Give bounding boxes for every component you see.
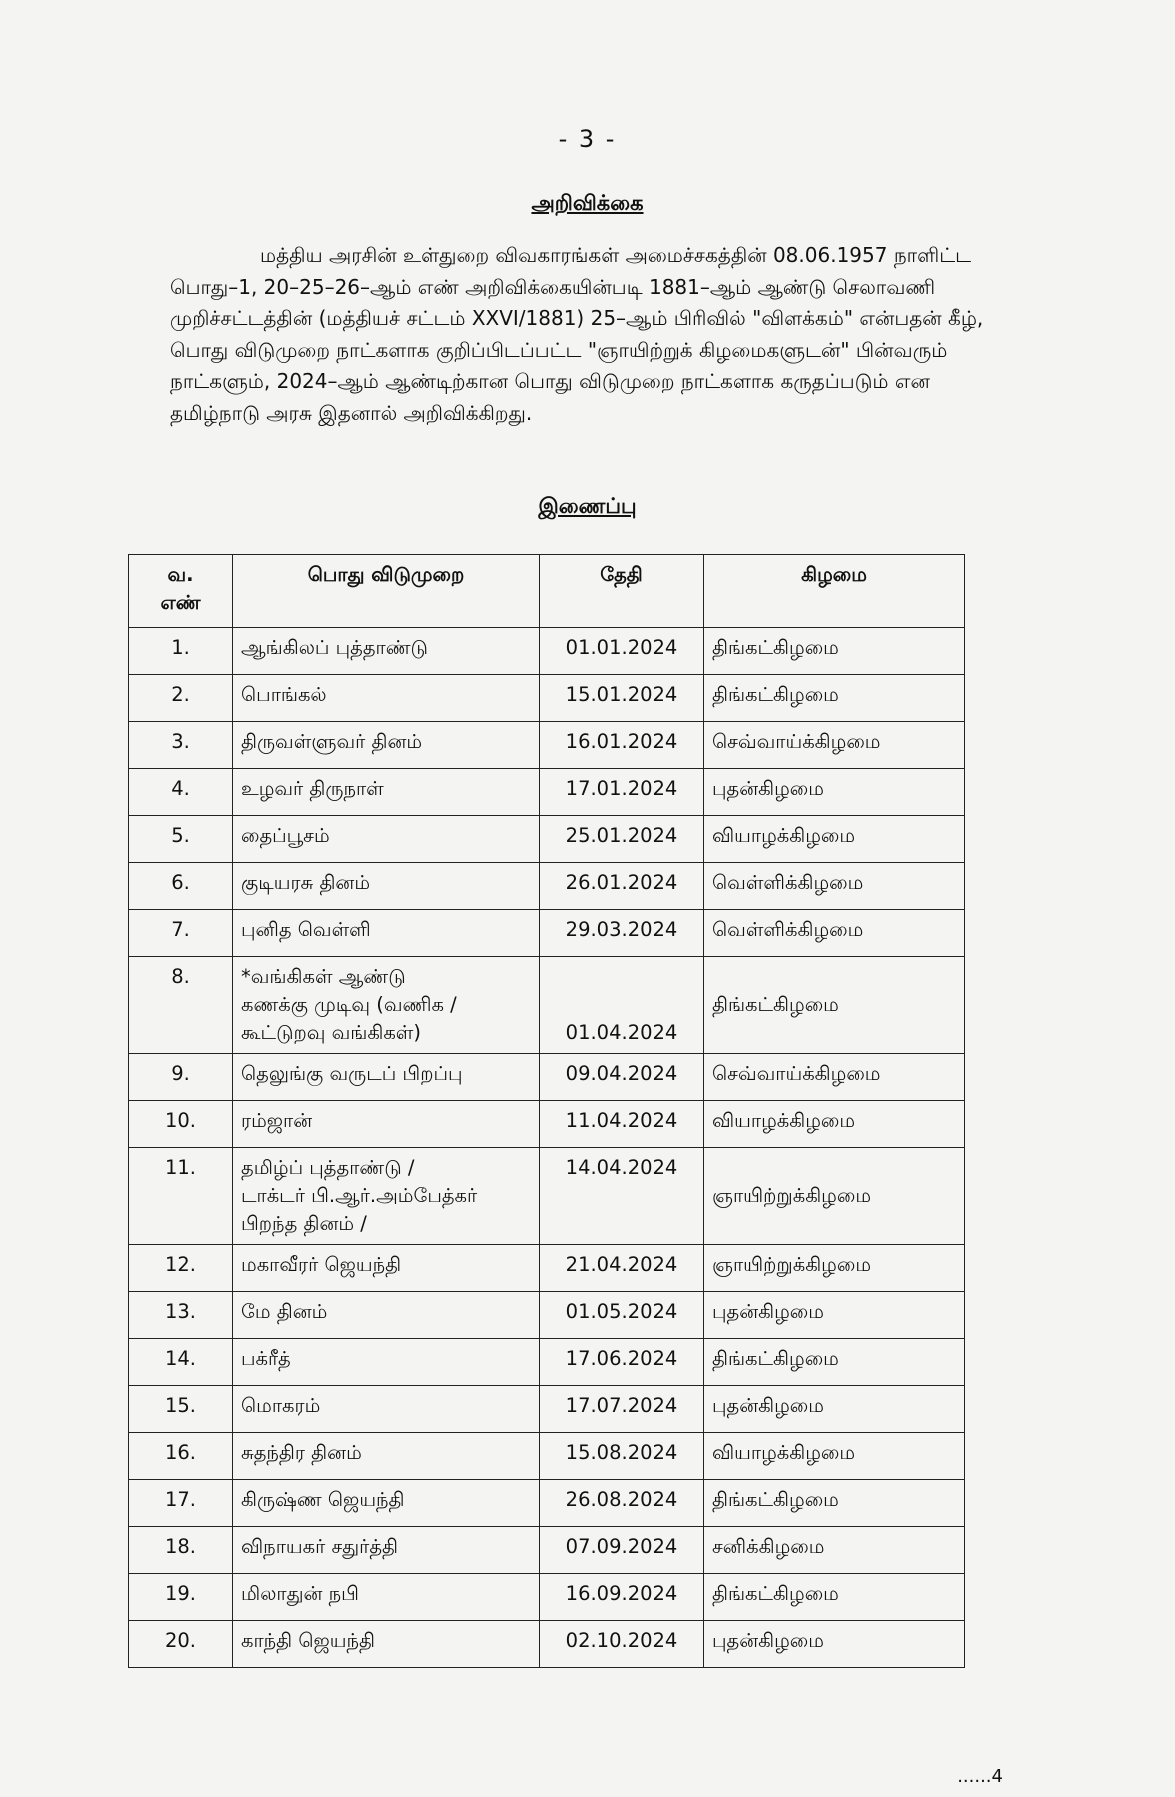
serial-number: 11. xyxy=(129,1148,233,1245)
continuation-marker: ......4 xyxy=(957,1766,1003,1787)
paragraph-text: மத்திய அரசின் உள்துறை விவகாரங்கள் அமைச்சகத்தின் 08.06.1957 நாளிட்ட பொது–1, 20–25–26–ஆம் எண் அறிவிக்கையின்படி 1881–ஆம் ஆண்டு செலாவணி முறிச்சட்டத்தின் (மத்தியச் சட்டம் XXVI/1881) 25–ஆம் பிரிவில் "விளக்கம்" என்பதன் கீழ், பொது விடுமுறை நாட்களாக குறிப்பிடப்பட்ட "ஞாயிற்றுக் கிழமைகளுடன்" பின்வரும் நாட்களும், 2024–ஆம் ஆண்டிற்கான பொது விடுமுறை நாட்களாக கருதப்படும் என தமிழ்நாடு அரசு இதனால் அறிவிக்கிறது. xyxy=(170,243,984,425)
table-row xyxy=(129,863,965,910)
holiday-day: புதன்கிழமை xyxy=(704,769,965,816)
table-row xyxy=(129,1386,965,1433)
page-number: - 3 - xyxy=(558,125,617,153)
holiday-date: 09.04.2024 xyxy=(540,1054,704,1101)
table-row xyxy=(129,1339,965,1386)
serial-number: 8. xyxy=(129,957,233,1054)
holiday-day: செவ்வாய்க்கிழமை xyxy=(704,1054,965,1101)
holiday-date: 16.01.2024 xyxy=(540,722,704,769)
holiday-date: 17.06.2024 xyxy=(540,1339,704,1386)
holiday-name: சுதந்திர தினம் xyxy=(233,1433,540,1480)
holiday-name: குடியரசு தினம் xyxy=(233,863,540,910)
serial-number: 20. xyxy=(129,1621,233,1668)
holiday-date: 17.01.2024 xyxy=(540,769,704,816)
holiday-name: மே தினம் xyxy=(233,1292,540,1339)
table-row xyxy=(129,722,965,769)
header-holiday: பொது விடுமுறை xyxy=(233,555,540,628)
holiday-name: மொகரம் xyxy=(233,1386,540,1433)
holiday-day: புதன்கிழமை xyxy=(704,1292,965,1339)
holiday-day: புதன்கிழமை xyxy=(704,1386,965,1433)
table-row xyxy=(129,1574,965,1621)
serial-number: 13. xyxy=(129,1292,233,1339)
table-row xyxy=(129,1101,965,1148)
holiday-date: 26.08.2024 xyxy=(540,1480,704,1527)
holiday-day: புதன்கிழமை xyxy=(704,1621,965,1668)
table-row xyxy=(129,628,965,675)
holiday-day: ஞாயிற்றுக்கிழமை xyxy=(704,1245,965,1292)
serial-number: 10. xyxy=(129,1101,233,1148)
serial-number: 12. xyxy=(129,1245,233,1292)
table-row xyxy=(129,1433,965,1480)
holiday-name: தமிழ்ப் புத்தாண்டு / டாக்டர் பி.ஆர்.அம்பேத்கர் பிறந்த தினம் / xyxy=(233,1148,540,1245)
table-row xyxy=(129,1245,965,1292)
holiday-date: 01.04.2024 xyxy=(540,957,704,1054)
holiday-day: வெள்ளிக்கிழமை xyxy=(704,910,965,957)
table-row xyxy=(129,816,965,863)
holiday-name: மிலாதுன் நபி xyxy=(233,1574,540,1621)
holiday-name: காந்தி ஜெயந்தி xyxy=(233,1621,540,1668)
holiday-day: ஞாயிற்றுக்கிழமை xyxy=(704,1148,965,1245)
table-row xyxy=(129,1527,965,1574)
table-row xyxy=(129,957,965,1054)
holiday-name: தெலுங்கு வருடப் பிறப்பு xyxy=(233,1054,540,1101)
serial-number: 6. xyxy=(129,863,233,910)
holiday-date: 14.04.2024 xyxy=(540,1148,704,1245)
holiday-name: மகாவீரர் ஜெயந்தி xyxy=(233,1245,540,1292)
serial-number: 15. xyxy=(129,1386,233,1433)
table-row xyxy=(129,1480,965,1527)
holiday-date: 17.07.2024 xyxy=(540,1386,704,1433)
holiday-day: திங்கட்கிழமை xyxy=(704,1574,965,1621)
holiday-date: 15.08.2024 xyxy=(540,1433,704,1480)
serial-number: 4. xyxy=(129,769,233,816)
serial-number: 18. xyxy=(129,1527,233,1574)
header-date: தேதி xyxy=(540,555,704,628)
table-row xyxy=(129,1621,965,1668)
notification-paragraph xyxy=(170,240,1000,429)
holiday-date: 01.05.2024 xyxy=(540,1292,704,1339)
holiday-day: வெள்ளிக்கிழமை xyxy=(704,863,965,910)
table-row xyxy=(129,1148,965,1245)
header-serial-number: வ. எண் xyxy=(129,555,233,628)
holiday-name: ஆங்கிலப் புத்தாண்டு xyxy=(233,628,540,675)
holiday-name: பொங்கல் xyxy=(233,675,540,722)
table-header-row xyxy=(129,555,965,628)
serial-number: 2. xyxy=(129,675,233,722)
table-row xyxy=(129,1292,965,1339)
serial-number: 17. xyxy=(129,1480,233,1527)
holiday-date: 25.01.2024 xyxy=(540,816,704,863)
serial-number: 19. xyxy=(129,1574,233,1621)
holiday-name: விநாயகர் சதுர்த்தி xyxy=(233,1527,540,1574)
holiday-name: உழவர் திருநாள் xyxy=(233,769,540,816)
table-row xyxy=(129,675,965,722)
holiday-date: 15.01.2024 xyxy=(540,675,704,722)
serial-number: 1. xyxy=(129,628,233,675)
holiday-date: 21.04.2024 xyxy=(540,1245,704,1292)
holiday-day: வியாழக்கிழமை xyxy=(704,1101,965,1148)
serial-number: 14. xyxy=(129,1339,233,1386)
serial-number: 16. xyxy=(129,1433,233,1480)
holiday-name: புனித வெள்ளி xyxy=(233,910,540,957)
holiday-name: கிருஷ்ண ஜெயந்தி xyxy=(233,1480,540,1527)
holiday-date: 02.10.2024 xyxy=(540,1621,704,1668)
notification-heading: அறிவிக்கை xyxy=(531,191,644,215)
holiday-day: வியாழக்கிழமை xyxy=(704,816,965,863)
serial-number: 3. xyxy=(129,722,233,769)
holiday-name: திருவள்ளுவர் தினம் xyxy=(233,722,540,769)
serial-number: 5. xyxy=(129,816,233,863)
holiday-name: தைப்பூசம் xyxy=(233,816,540,863)
holiday-day: திங்கட்கிழமை xyxy=(704,1480,965,1527)
holiday-date: 11.04.2024 xyxy=(540,1101,704,1148)
table-row xyxy=(129,910,965,957)
holiday-day: சனிக்கிழமை xyxy=(704,1527,965,1574)
holiday-day: வியாழக்கிழமை xyxy=(704,1433,965,1480)
serial-number: 7. xyxy=(129,910,233,957)
holiday-table xyxy=(128,554,965,1668)
table-row xyxy=(129,769,965,816)
holiday-name: பக்ரீத் xyxy=(233,1339,540,1386)
annex-heading: இணைப்பு xyxy=(538,494,637,518)
serial-number: 9. xyxy=(129,1054,233,1101)
holiday-day: திங்கட்கிழமை xyxy=(704,675,965,722)
holiday-day: செவ்வாய்க்கிழமை xyxy=(704,722,965,769)
header-day: கிழமை xyxy=(704,555,965,628)
holiday-day: திங்கட்கிழமை xyxy=(704,957,965,1054)
holiday-date: 07.09.2024 xyxy=(540,1527,704,1574)
holiday-name: ரம்ஜான் xyxy=(233,1101,540,1148)
holiday-date: 26.01.2024 xyxy=(540,863,704,910)
holiday-date: 01.01.2024 xyxy=(540,628,704,675)
holiday-day: திங்கட்கிழமை xyxy=(704,1339,965,1386)
holiday-day: திங்கட்கிழமை xyxy=(704,628,965,675)
holiday-date: 29.03.2024 xyxy=(540,910,704,957)
holiday-date: 16.09.2024 xyxy=(540,1574,704,1621)
table-row xyxy=(129,1054,965,1101)
holiday-name: *வங்கிகள் ஆண்டு கணக்கு முடிவு (வணிக / கூட்டுறவு வங்கிகள்) xyxy=(233,957,540,1054)
